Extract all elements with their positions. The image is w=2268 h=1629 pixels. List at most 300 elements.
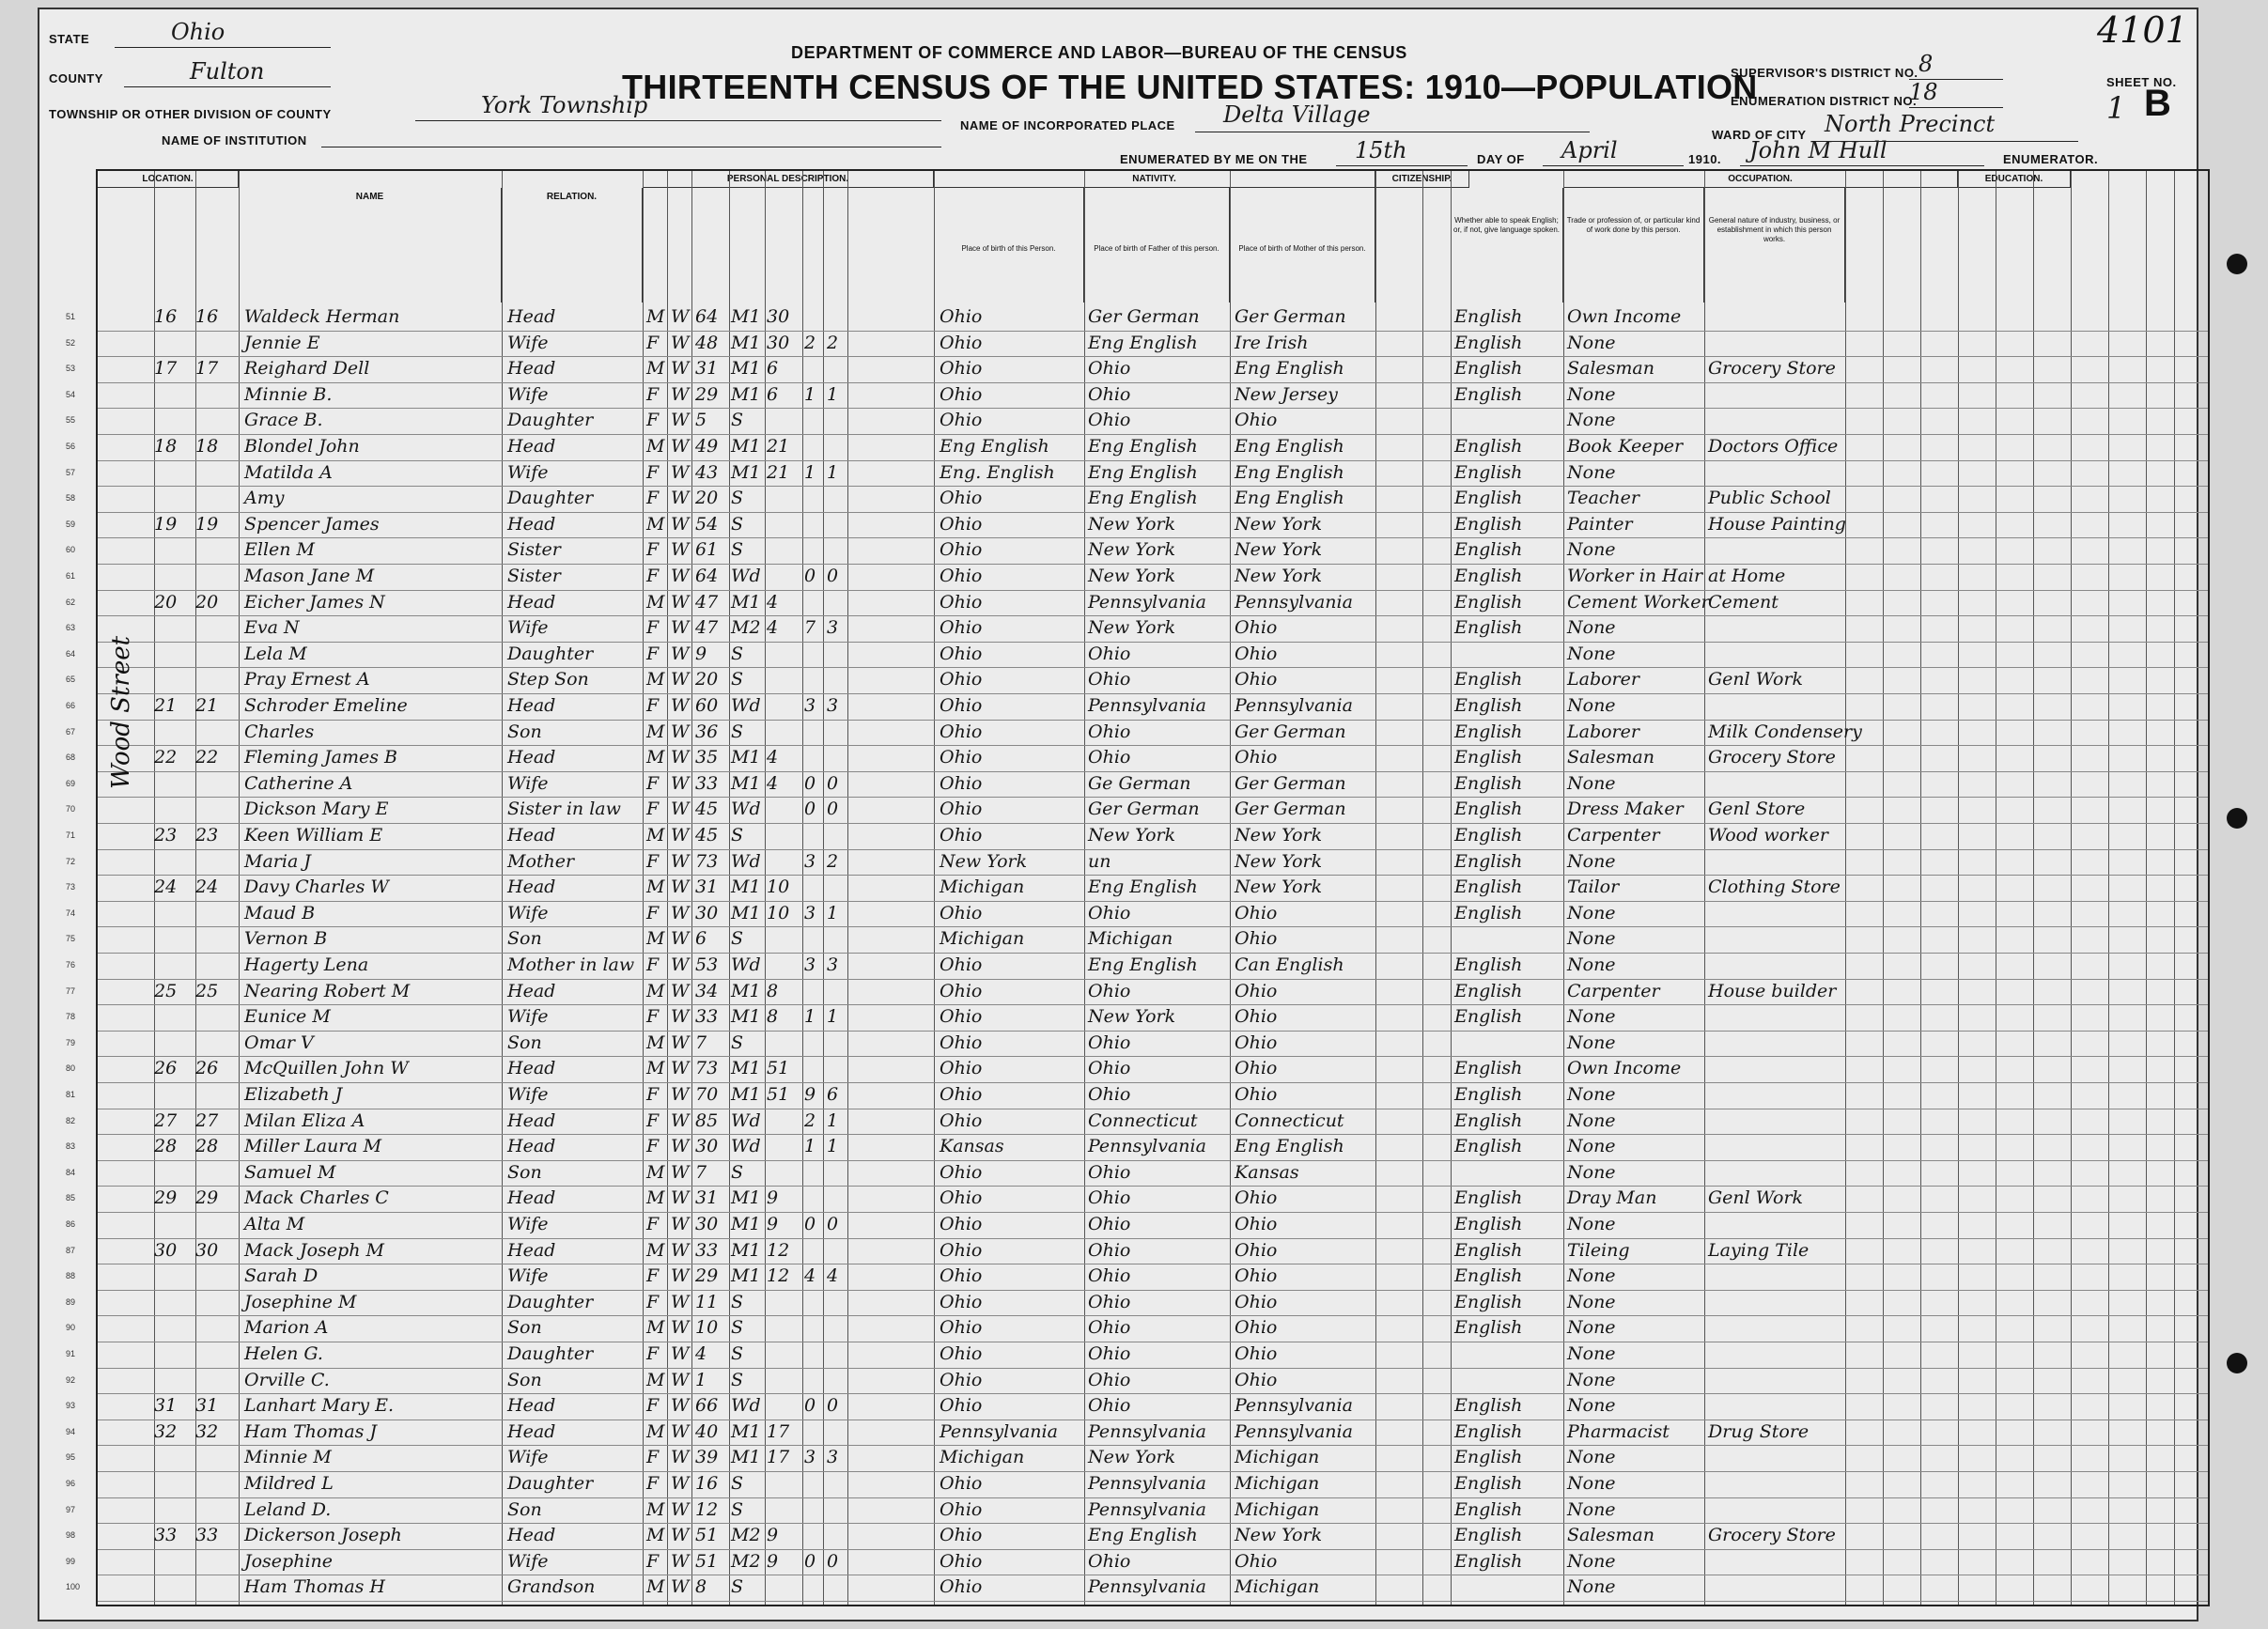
cell-bm: Ohio xyxy=(1235,1214,1278,1234)
cell-race: W xyxy=(671,772,690,794)
cell-ms: S xyxy=(731,721,744,742)
cell-ch1: 3 xyxy=(804,902,816,923)
cell-bp: Ohio xyxy=(940,721,983,742)
cell-name: Amy xyxy=(244,488,285,509)
cell-age: 48 xyxy=(695,332,719,353)
cell-bp: Eng. English xyxy=(940,461,1055,483)
cell-bp: Michigan xyxy=(940,1447,1025,1468)
cell-lang: English xyxy=(1454,902,1523,923)
cell-lang: English xyxy=(1454,747,1523,768)
cell-bp: Ohio xyxy=(940,643,983,664)
cell-yrs: 4 xyxy=(767,617,779,639)
cell-name: Milan Eliza A xyxy=(244,1109,365,1131)
cell-sex: M xyxy=(646,1032,665,1053)
cell-name: Lanhart Mary E. xyxy=(244,1395,395,1417)
cell-age: 64 xyxy=(695,566,719,586)
punch-hole xyxy=(2227,1353,2247,1373)
cell-age: 5 xyxy=(695,410,707,431)
cell-bf: Pennsylvania xyxy=(1088,1473,1206,1494)
cell-ms: S xyxy=(731,539,744,561)
line-number: 92 xyxy=(66,1374,76,1385)
cell-trade: None xyxy=(1567,1291,1616,1312)
cell-ms: M1 xyxy=(731,1239,761,1261)
col-trade: Trade or profession of, or particular kind of work done by this person. xyxy=(1563,188,1704,303)
group-education: EDUCATION. xyxy=(1958,171,2071,188)
cell-ms: M1 xyxy=(731,383,761,405)
cell-trade: Own Income xyxy=(1567,1058,1682,1079)
cell-ms: S xyxy=(731,1032,744,1053)
cell-trade: None xyxy=(1567,928,1616,950)
cell-ms: M1 xyxy=(731,1447,761,1468)
cell-bf: Eng English xyxy=(1088,332,1198,353)
cell-bf: Eng English xyxy=(1088,1525,1198,1546)
cell-lang: English xyxy=(1454,566,1523,586)
cell-race: W xyxy=(671,1525,690,1546)
cell-rel: Daughter xyxy=(507,1473,594,1494)
cell-rel: Wife xyxy=(507,1447,549,1468)
cell-ms: S xyxy=(731,1369,744,1390)
cell-name: Eunice M xyxy=(244,1006,331,1028)
cell-bf: Ohio xyxy=(1088,1161,1131,1183)
cell-bf: Ger German xyxy=(1088,306,1200,327)
cell-race: W xyxy=(671,695,690,716)
cell-bp: Kansas xyxy=(940,1136,1004,1157)
cell-dw: 23 xyxy=(154,825,178,846)
cell-race: W xyxy=(671,436,690,457)
cell-ms: M1 xyxy=(731,902,761,923)
cell-rel: Head xyxy=(507,513,556,535)
cell-fam: 33 xyxy=(195,1525,219,1546)
cell-rel: Head xyxy=(507,980,556,1001)
line-number: 89 xyxy=(66,1296,76,1307)
cell-bf: Ohio xyxy=(1088,1187,1131,1209)
cell-ch2: 0 xyxy=(827,1550,839,1572)
cell-rel: Mother in law xyxy=(507,954,635,975)
cell-bf: Pennsylvania xyxy=(1088,1576,1206,1598)
cell-trade: None xyxy=(1567,850,1616,872)
cell-rel: Step Son xyxy=(507,669,589,690)
cell-ms: S xyxy=(731,825,744,846)
cell-bm: Ohio xyxy=(1235,980,1278,1001)
cell-bm: Michigan xyxy=(1235,1498,1320,1520)
cell-ms: M1 xyxy=(731,1420,761,1442)
cell-lang: English xyxy=(1454,591,1523,613)
cell-race: W xyxy=(671,591,690,613)
cell-age: 4 xyxy=(695,1343,707,1364)
cell-race: W xyxy=(671,306,690,327)
cell-lang: English xyxy=(1454,1525,1523,1546)
punch-hole xyxy=(2227,808,2247,829)
cell-name: Catherine A xyxy=(244,772,353,794)
cell-ms: S xyxy=(731,1161,744,1183)
cell-ms: S xyxy=(731,1291,744,1312)
cell-bf: Ohio xyxy=(1088,383,1131,405)
cell-age: 35 xyxy=(695,747,719,768)
cell-age: 11 xyxy=(695,1291,719,1312)
cell-bp: Ohio xyxy=(940,566,983,586)
col-birth-person: Place of birth of this Person. xyxy=(934,188,1084,303)
cell-bp: New York xyxy=(940,850,1028,872)
cell-name: Spencer James xyxy=(244,513,380,535)
cell-bp: Eng English xyxy=(940,436,1049,457)
cell-race: W xyxy=(671,488,690,509)
col-industry: General nature of industry, business, or establishment in which this person works. xyxy=(1704,188,1845,303)
cell-rel: Son xyxy=(507,1369,542,1390)
cell-race: W xyxy=(671,980,690,1001)
line-number: 53 xyxy=(66,364,76,374)
cell-bp: Ohio xyxy=(940,1109,983,1131)
cell-lang: English xyxy=(1454,1395,1523,1417)
column-rule xyxy=(2146,171,2147,1605)
cell-sex: F xyxy=(646,461,660,483)
cell-age: 36 xyxy=(695,721,719,742)
column-rule xyxy=(1084,171,1085,1605)
cell-ms: M2 xyxy=(731,617,761,639)
column-rule xyxy=(2174,171,2175,1605)
cell-fam: 28 xyxy=(195,1136,219,1157)
cell-rel: Wife xyxy=(507,617,549,639)
cell-sex: M xyxy=(646,980,665,1001)
cell-dw: 20 xyxy=(154,591,178,613)
department-heading: DEPARTMENT OF COMMERCE AND LABOR—BUREAU OF THE CENSUS xyxy=(791,43,1407,62)
cell-name: Grace B. xyxy=(244,410,323,431)
cell-lang: English xyxy=(1454,488,1523,509)
cell-lang: English xyxy=(1454,461,1523,483)
cell-race: W xyxy=(671,1498,690,1520)
cell-name: Keen William E xyxy=(244,825,383,846)
sheet-number: 1 xyxy=(2106,90,2126,126)
cell-sex: F xyxy=(646,1136,660,1157)
cell-bm: Eng English xyxy=(1235,1136,1344,1157)
cell-lang: English xyxy=(1454,1265,1523,1287)
cell-sex: M xyxy=(646,877,665,898)
cell-ind: at Home xyxy=(1708,566,1786,586)
cell-rel: Head xyxy=(507,358,556,380)
cell-bm: Ohio xyxy=(1235,617,1278,639)
line-number: 100 xyxy=(66,1582,81,1592)
cell-sex: M xyxy=(646,1420,665,1442)
cell-bm: Eng English xyxy=(1235,436,1344,457)
cell-bm: Pennsylvania xyxy=(1235,1395,1353,1417)
cell-sex: F xyxy=(646,643,660,664)
line-number: 83 xyxy=(66,1141,76,1152)
cell-bm: Ohio xyxy=(1235,643,1278,664)
cell-ch1: 3 xyxy=(804,954,816,975)
cell-rel: Daughter xyxy=(507,643,594,664)
cell-trade: None xyxy=(1567,1473,1616,1494)
cell-dw: 33 xyxy=(154,1525,178,1546)
cell-race: W xyxy=(671,954,690,975)
cell-ch2: 2 xyxy=(827,850,839,872)
cell-ms: S xyxy=(731,1317,744,1339)
cell-bm: Ger German xyxy=(1235,306,1346,327)
cell-name: Ellen M xyxy=(244,539,315,561)
cell-ms: M2 xyxy=(731,1525,761,1546)
line-number: 77 xyxy=(66,985,76,996)
cell-race: W xyxy=(671,539,690,561)
cell-bp: Ohio xyxy=(940,1214,983,1234)
cell-ind: Drug Store xyxy=(1708,1420,1810,1442)
line-number: 80 xyxy=(66,1063,76,1074)
cell-fam: 30 xyxy=(195,1239,219,1261)
cell-lang: English xyxy=(1454,358,1523,380)
cell-rel: Wife xyxy=(507,1214,549,1234)
cell-ch2: 3 xyxy=(827,954,839,975)
cell-ch2: 2 xyxy=(827,332,839,353)
cell-yrs: 30 xyxy=(767,332,790,353)
cell-name: Minnie M xyxy=(244,1447,332,1468)
cell-sex: F xyxy=(646,1395,660,1417)
cell-rel: Grandson xyxy=(507,1576,596,1598)
line-number: 82 xyxy=(66,1115,76,1125)
cell-sex: F xyxy=(646,1265,660,1287)
cell-trade: Tileing xyxy=(1567,1239,1630,1261)
cell-age: 51 xyxy=(695,1550,719,1572)
cell-trade: None xyxy=(1567,332,1616,353)
cell-trade: None xyxy=(1567,1032,1616,1053)
cell-lang: English xyxy=(1454,332,1523,353)
cell-age: 12 xyxy=(695,1498,719,1520)
cell-age: 33 xyxy=(695,1006,719,1028)
cell-bf: New York xyxy=(1088,513,1176,535)
cell-bm: New Jersey xyxy=(1235,383,1338,405)
cell-age: 33 xyxy=(695,1239,719,1261)
cell-bm: Ger German xyxy=(1235,772,1346,794)
cell-dw: 24 xyxy=(154,877,178,898)
cell-ch2: 0 xyxy=(827,772,839,794)
cell-ind: Genl Work xyxy=(1708,1187,1804,1209)
cell-bm: Ohio xyxy=(1235,1032,1278,1053)
line-number: 84 xyxy=(66,1167,76,1177)
cell-bf: Ohio xyxy=(1088,1084,1131,1105)
institution-label: NAME OF INSTITUTION xyxy=(162,133,307,147)
cell-fam: 32 xyxy=(195,1420,219,1442)
cell-ch2: 3 xyxy=(827,695,839,716)
cell-ch1: 3 xyxy=(804,850,816,872)
cell-trade: Salesman xyxy=(1567,747,1654,768)
cell-yrs: 10 xyxy=(767,902,790,923)
cell-bf: Pennsylvania xyxy=(1088,591,1206,613)
cell-bm: Can English xyxy=(1235,954,1344,975)
cell-race: W xyxy=(671,1136,690,1157)
cell-rel: Wife xyxy=(507,1265,549,1287)
cell-ms: S xyxy=(731,669,744,690)
supervisor-value: 8 xyxy=(1918,51,1934,77)
cell-lang: English xyxy=(1454,1058,1523,1079)
cell-lang: English xyxy=(1454,1498,1523,1520)
cell-rel: Son xyxy=(507,721,542,742)
cell-yrs: 6 xyxy=(767,383,779,405)
cell-ms: S xyxy=(731,643,744,664)
cell-bm: Ohio xyxy=(1235,1187,1278,1209)
cell-bm: Ohio xyxy=(1235,1084,1278,1105)
column-rule xyxy=(1230,171,1231,1605)
cell-lang: English xyxy=(1454,1214,1523,1234)
cell-bm: Ire Irish xyxy=(1235,332,1309,353)
cell-bp: Ohio xyxy=(940,1369,983,1390)
cell-ms: Wd xyxy=(731,566,761,586)
cell-ms: M1 xyxy=(731,358,761,380)
cell-bp: Ohio xyxy=(940,669,983,690)
group-nativity: NATIVITY. xyxy=(934,171,1375,188)
cell-ch1: 7 xyxy=(804,617,816,639)
cell-sex: M xyxy=(646,1576,665,1598)
cell-race: W xyxy=(671,410,690,431)
cell-name: Leland D. xyxy=(244,1498,332,1520)
cell-bm: Ohio xyxy=(1235,1343,1278,1364)
cell-yrs: 4 xyxy=(767,772,779,794)
cell-ch2: 1 xyxy=(827,1006,839,1028)
cell-bp: Michigan xyxy=(940,877,1025,898)
cell-age: 40 xyxy=(695,1420,719,1442)
cell-dw: 28 xyxy=(154,1136,178,1157)
cell-age: 45 xyxy=(695,825,719,846)
column-rule xyxy=(729,171,730,1605)
cell-race: W xyxy=(671,1291,690,1312)
cell-lang: English xyxy=(1454,436,1523,457)
cell-sex: F xyxy=(646,488,660,509)
cell-bm: Ohio xyxy=(1235,747,1278,768)
cell-sex: F xyxy=(646,1343,660,1364)
cell-bf: Ohio xyxy=(1088,1032,1131,1053)
cell-yrs: 17 xyxy=(767,1447,790,1468)
cell-bm: Pennsylvania xyxy=(1235,591,1353,613)
cell-yrs: 21 xyxy=(767,461,790,483)
cell-fam: 17 xyxy=(195,358,219,380)
cell-trade: None xyxy=(1567,1161,1616,1183)
cell-sex: M xyxy=(646,1525,665,1546)
column-rule xyxy=(643,171,644,1605)
cell-dw: 19 xyxy=(154,513,178,535)
cell-bp: Ohio xyxy=(940,1498,983,1520)
cell-sex: F xyxy=(646,1109,660,1131)
cell-bp: Ohio xyxy=(940,1084,983,1105)
cell-fam: 31 xyxy=(195,1395,219,1417)
cell-race: W xyxy=(671,799,690,820)
enumeration-year: 1910. xyxy=(1688,152,1722,166)
line-number: 93 xyxy=(66,1401,76,1411)
cell-bm: Ohio xyxy=(1235,902,1278,923)
cell-bm: New York xyxy=(1235,825,1323,846)
cell-bp: Ohio xyxy=(940,1291,983,1312)
cell-name: Josephine M xyxy=(244,1291,357,1312)
cell-bp: Ohio xyxy=(940,617,983,639)
enumerator-name: John M Hull xyxy=(1749,137,1887,163)
cell-yrs: 8 xyxy=(767,980,779,1001)
line-number: 95 xyxy=(66,1452,76,1463)
cell-bf: Ohio xyxy=(1088,669,1131,690)
cell-ch2: 4 xyxy=(827,1265,839,1287)
line-number: 59 xyxy=(66,519,76,529)
cell-lang: English xyxy=(1454,1239,1523,1261)
cell-sex: M xyxy=(646,1161,665,1183)
cell-lang: English xyxy=(1454,772,1523,794)
row-rule xyxy=(98,1601,2208,1602)
cell-bf: Pennsylvania xyxy=(1088,695,1206,716)
cell-bm: Michigan xyxy=(1235,1447,1320,1468)
cell-bf: un xyxy=(1088,850,1111,872)
cell-bf: Pennsylvania xyxy=(1088,1136,1206,1157)
cell-bf: Ohio xyxy=(1088,410,1131,431)
cell-age: 85 xyxy=(695,1109,719,1131)
incorporated-value: Delta Village xyxy=(1223,101,1371,128)
cell-sex: F xyxy=(646,1291,660,1312)
column-rule xyxy=(239,171,240,1605)
cell-trade: Laborer xyxy=(1567,721,1639,742)
state-value: Ohio xyxy=(171,19,225,45)
cell-ms: M1 xyxy=(731,980,761,1001)
cell-bp: Ohio xyxy=(940,747,983,768)
cell-name: Ham Thomas J xyxy=(244,1420,378,1442)
cell-trade: Book Keeper xyxy=(1567,436,1684,457)
col-name: NAME xyxy=(239,188,502,303)
cell-race: W xyxy=(671,721,690,742)
cell-ch1: 1 xyxy=(804,1136,816,1157)
cell-bf: Ohio xyxy=(1088,721,1131,742)
cell-bm: Ohio xyxy=(1235,410,1278,431)
cell-bm: Ohio xyxy=(1235,669,1278,690)
cell-bp: Ohio xyxy=(940,825,983,846)
line-number: 67 xyxy=(66,726,76,737)
line-number: 65 xyxy=(66,675,76,685)
cell-ch2: 0 xyxy=(827,1214,839,1234)
cell-dw: 25 xyxy=(154,980,178,1001)
cell-ms: S xyxy=(731,1576,744,1598)
line-number: 90 xyxy=(66,1323,76,1333)
cell-age: 54 xyxy=(695,513,719,535)
cell-sex: F xyxy=(646,850,660,872)
cell-sex: M xyxy=(646,928,665,950)
cell-rel: Daughter xyxy=(507,410,594,431)
cell-bf: Ohio xyxy=(1088,1395,1131,1417)
cell-bm: Michigan xyxy=(1235,1576,1320,1598)
cell-name: Schroder Emeline xyxy=(244,695,408,716)
cell-yrs: 9 xyxy=(767,1187,779,1209)
cell-age: 34 xyxy=(695,980,719,1001)
line-number: 91 xyxy=(66,1349,76,1358)
cell-race: W xyxy=(671,1420,690,1442)
cell-lang: English xyxy=(1454,1291,1523,1312)
cell-sex: F xyxy=(646,410,660,431)
cell-race: W xyxy=(671,383,690,405)
line-number: 51 xyxy=(66,312,76,321)
cell-bp: Ohio xyxy=(940,306,983,327)
line-number: 75 xyxy=(66,934,76,944)
cell-name: Samuel M xyxy=(244,1161,336,1183)
cell-bp: Ohio xyxy=(940,1395,983,1417)
cell-sex: F xyxy=(646,1214,660,1234)
cell-ms: Wd xyxy=(731,850,761,872)
cell-trade: Worker in Hair xyxy=(1567,566,1703,586)
cell-rel: Sister xyxy=(507,539,561,561)
cell-bp: Ohio xyxy=(940,772,983,794)
cell-bp: Ohio xyxy=(940,954,983,975)
supervisor-label: SUPERVISOR'S DISTRICT NO. xyxy=(1731,66,1918,80)
cell-bf: Ohio xyxy=(1088,747,1131,768)
cell-bf: New York xyxy=(1088,617,1176,639)
cell-bp: Ohio xyxy=(940,1239,983,1261)
cell-bp: Ohio xyxy=(940,1317,983,1339)
cell-sex: M xyxy=(646,747,665,768)
cell-age: 73 xyxy=(695,1058,719,1079)
cell-ind: Genl Store xyxy=(1708,799,1806,820)
cell-ind: Public School xyxy=(1708,488,1831,509)
cell-trade: None xyxy=(1567,1498,1616,1520)
cell-lang: English xyxy=(1454,721,1523,742)
cell-race: W xyxy=(671,1032,690,1053)
cell-age: 10 xyxy=(695,1317,719,1339)
cell-fam: 20 xyxy=(195,591,219,613)
